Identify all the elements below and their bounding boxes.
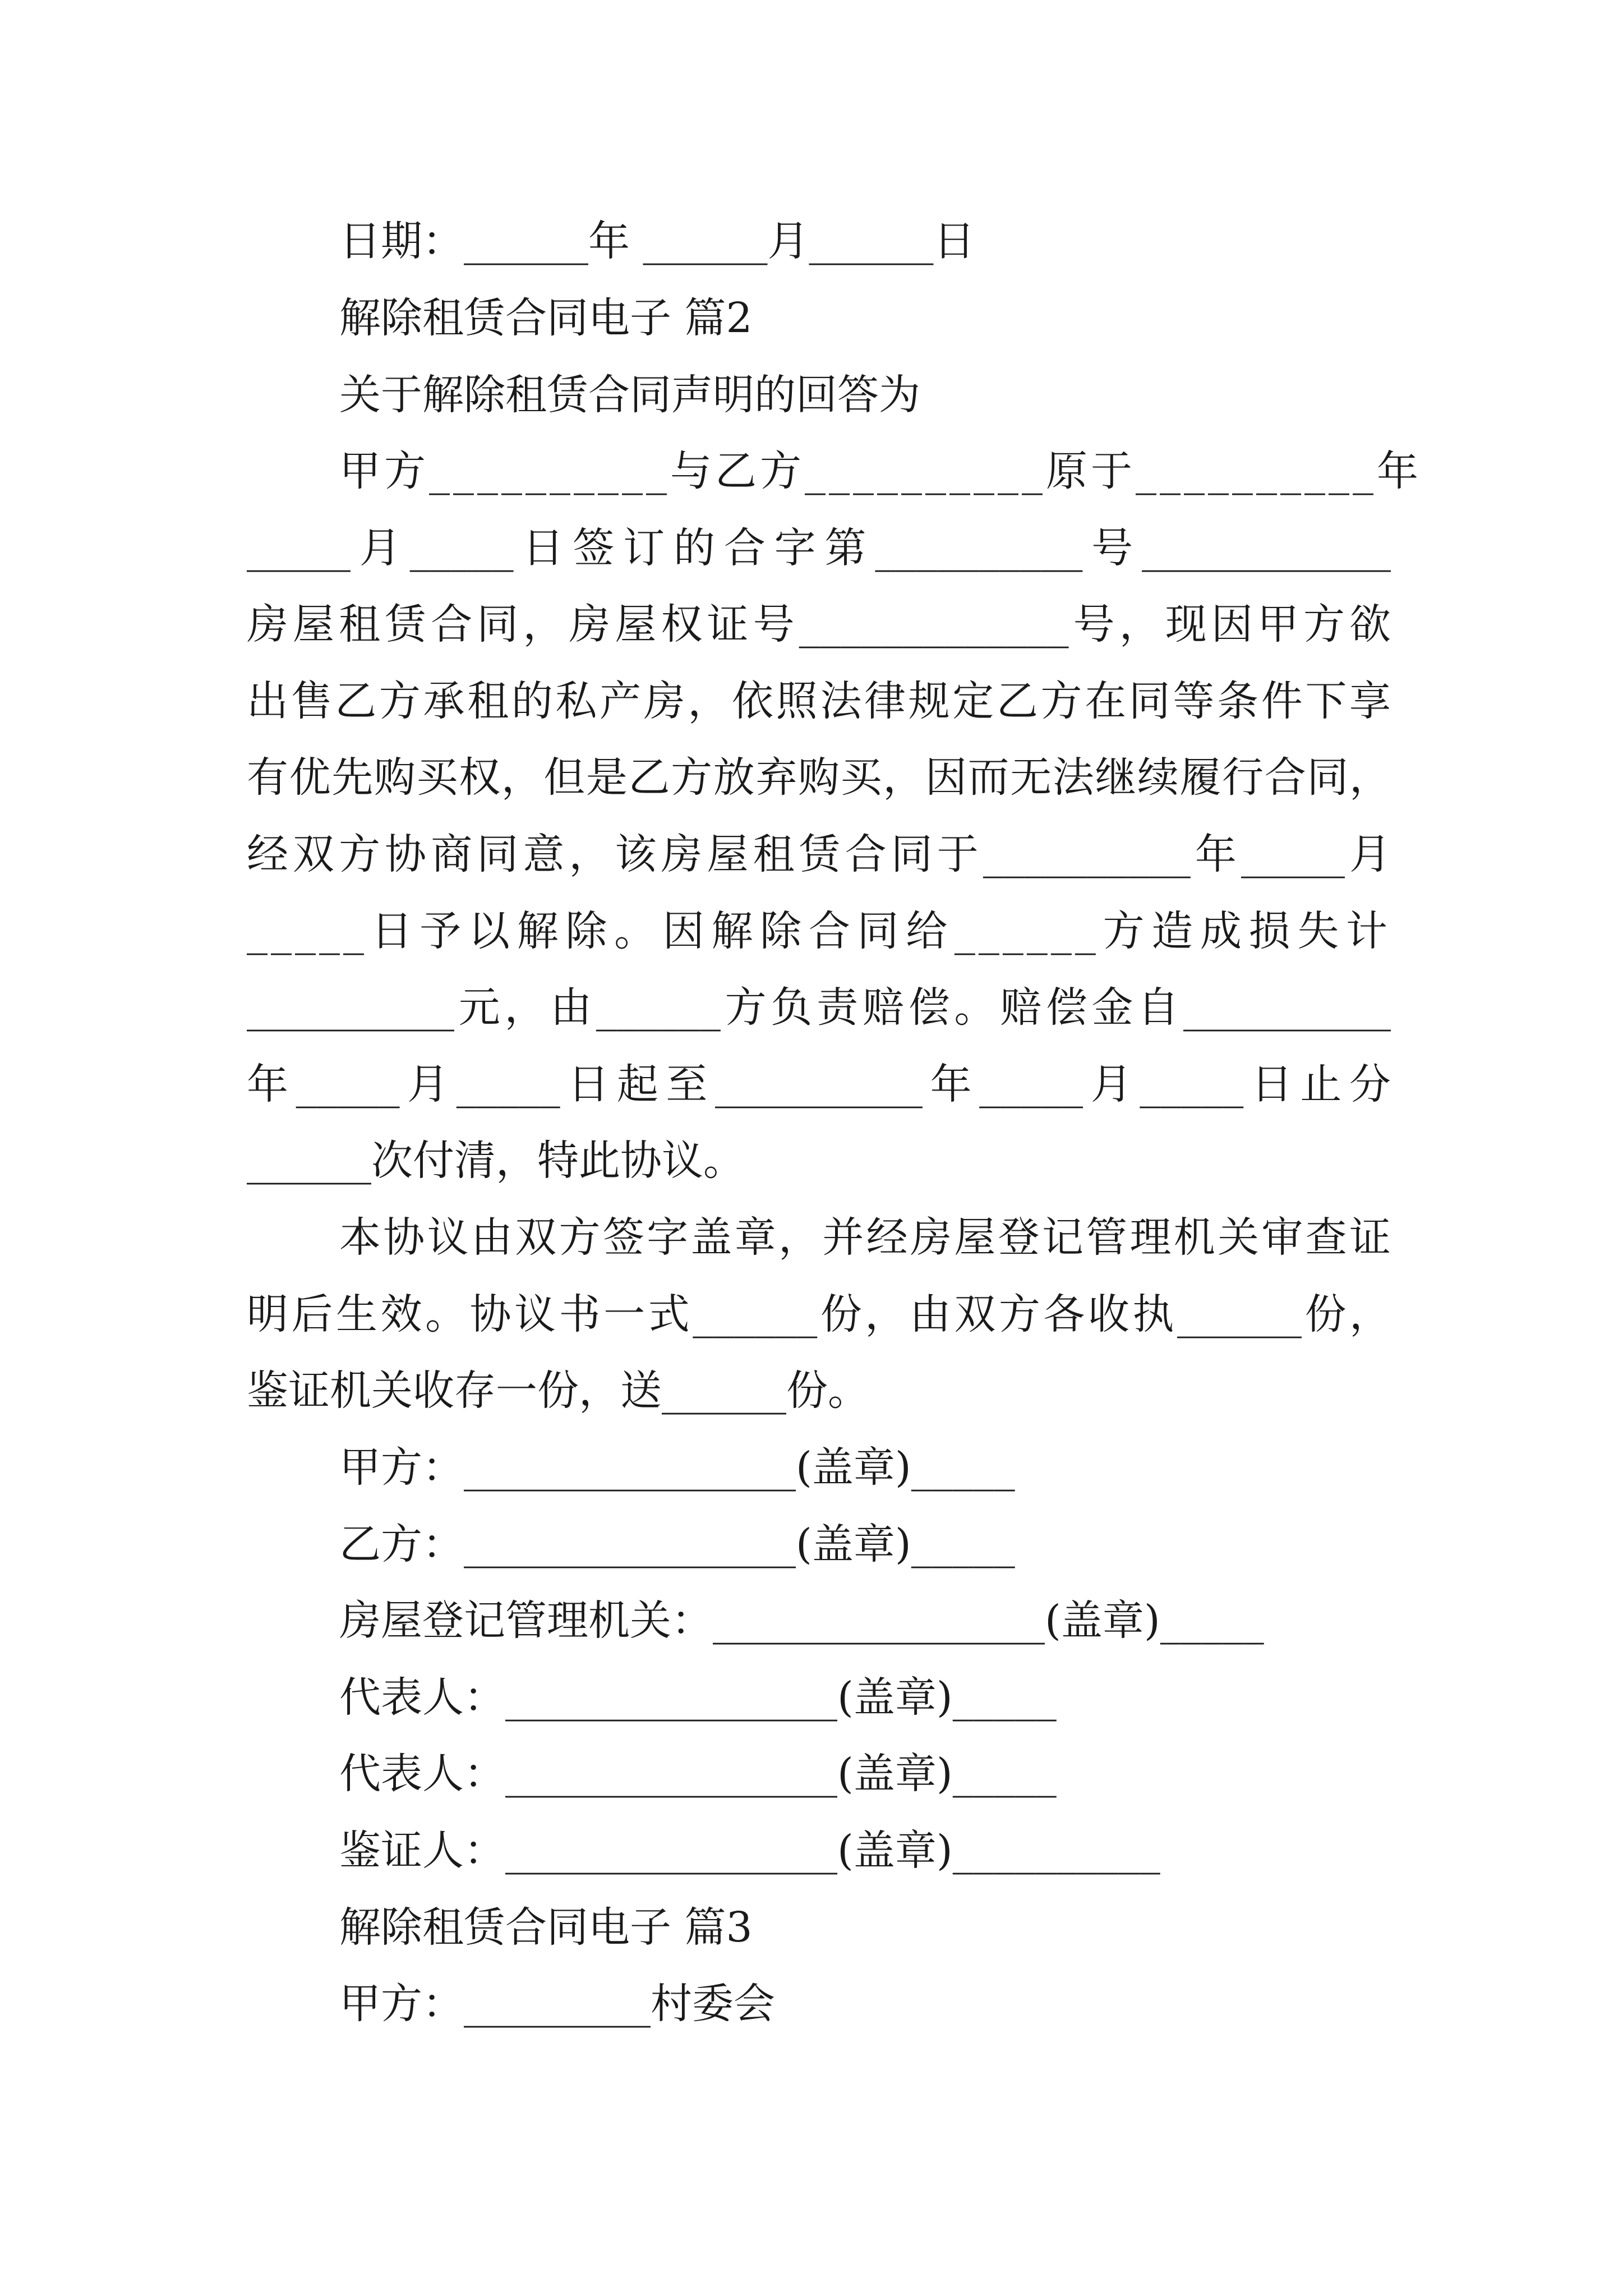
signature-line-representative: 代表人：________________(盖章)_____ bbox=[339, 1673, 1057, 1722]
signature-line-registry: 房屋登记管理机关：________________(盖章)_____ bbox=[339, 1596, 1264, 1645]
paragraph-line: _____月_____日签订的合字第__________号____________ bbox=[247, 524, 1391, 572]
paragraph-line: 甲方__________与乙方__________原于__________年 bbox=[339, 447, 1422, 495]
paragraph-line: _____日予以解除。因解除合同给______方造成损失计 bbox=[247, 907, 1391, 955]
paragraph-line: 本协议由双方签字盖章，并经房屋登记管理机关审查证 bbox=[339, 1213, 1391, 1262]
signature-line-party-b: 乙方：________________(盖章)_____ bbox=[339, 1520, 1015, 1568]
paragraph-line: __________元，由______方负责赔偿。赔偿金自__________ bbox=[247, 983, 1391, 1032]
section-heading-2: 解除租赁合同电子 篇2 bbox=[339, 294, 753, 342]
paragraph-line: 有优先购买权，但是乙方放弃购买，因而无法继续履行合同， bbox=[247, 753, 1391, 802]
paragraph-line: 明后生效。协议书一式______份，由双方各收执______份， bbox=[247, 1290, 1391, 1338]
paragraph-line: 年_____月_____日起至__________年_____月_____日止分 bbox=[247, 1060, 1391, 1108]
paragraph-line: 鉴证机关收存一份，送______份。 bbox=[247, 1366, 869, 1415]
party-a-line: 甲方：_________村委会 bbox=[339, 1980, 775, 2028]
paragraph-line: 房屋租赁合同，房屋权证号_____________号，现因甲方欲 bbox=[247, 600, 1391, 648]
signature-line-witness: 鉴证人：________________(盖章)__________ bbox=[339, 1826, 1160, 1875]
paragraph-line: 经双方协商同意，该房屋租赁合同于__________年_____月 bbox=[247, 830, 1391, 878]
paragraph-line: 出售乙方承租的私产房，依照法律规定乙方在同等条件下享 bbox=[247, 677, 1391, 725]
signature-line-representative: 代表人：________________(盖章)_____ bbox=[339, 1750, 1057, 1798]
statement-title: 关于解除租赁合同声明的回答为 bbox=[339, 371, 920, 419]
paragraph-line: ______次付清，特此协议。 bbox=[247, 1137, 745, 1185]
section-heading-3: 解除租赁合同电子 篇3 bbox=[339, 1903, 753, 1952]
date-line: 日期：______年 ______月______日 bbox=[339, 217, 975, 265]
signature-line-party-a: 甲方：________________(盖章)_____ bbox=[339, 1443, 1015, 1492]
